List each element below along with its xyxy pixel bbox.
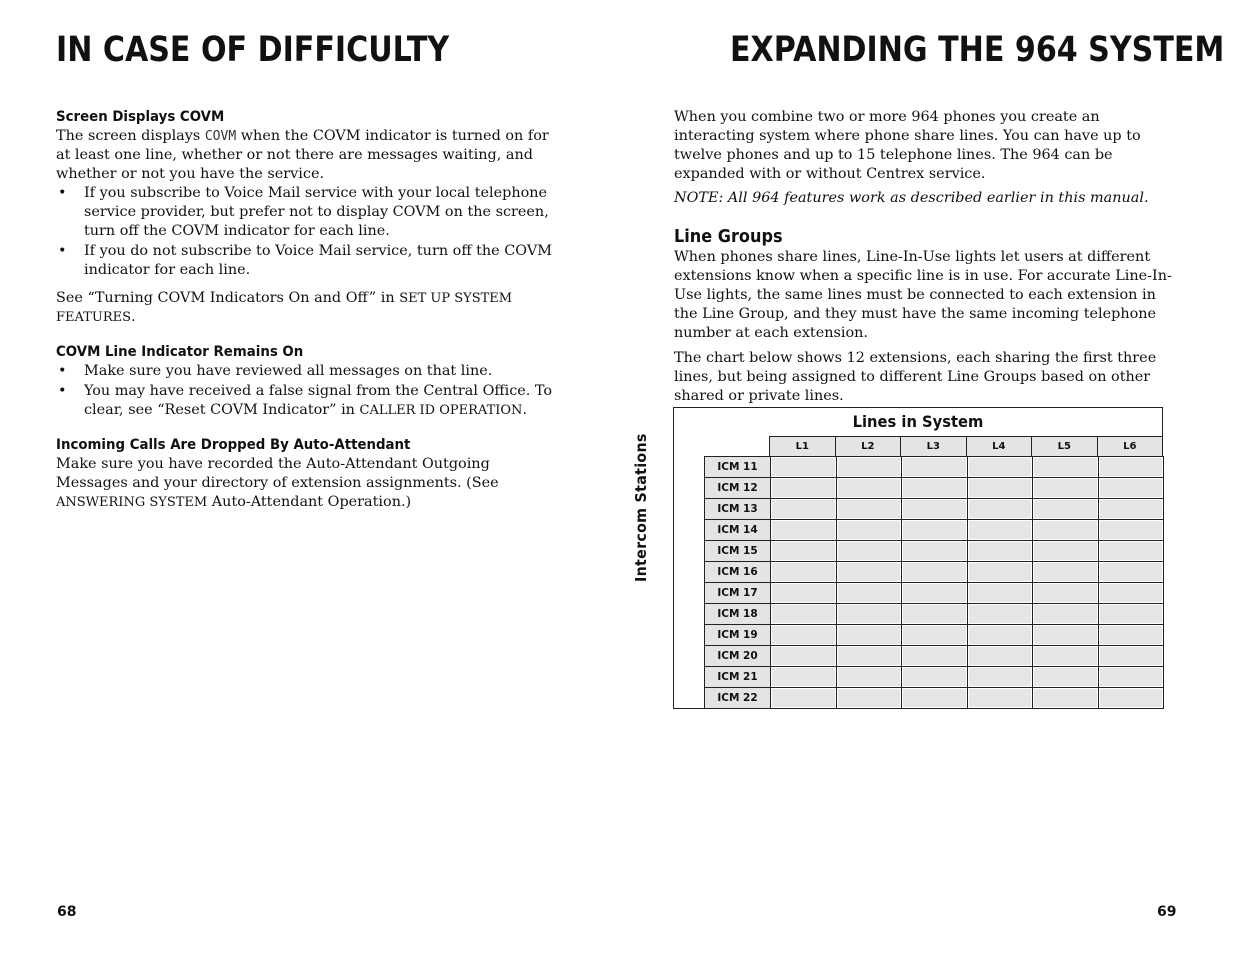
table-cell <box>770 498 837 520</box>
row-label: ICM 15 <box>704 540 771 562</box>
intro-paragraph: When you combine two or more 964 phones you create an interacting system where phone share lines. You can have up to twelve phones and up to 15 telephone lines. The 964 can be expanded with or without Centrex service. <box>674 109 1141 182</box>
section-heading: Screen Displays COVM <box>56 109 225 125</box>
table-cell <box>770 645 837 667</box>
section-paragraph: The chart below shows 12 extensions, each sharing the first three lines, but being assigned to different Line Groups based on other shared or private lines. <box>674 350 1157 404</box>
section-heading: COVM Line Indicator Remains On <box>56 344 304 360</box>
table-cell <box>1032 603 1099 625</box>
column-header: L5 <box>1031 436 1098 458</box>
column-header: L6 <box>1097 436 1164 458</box>
table-row <box>704 499 1164 520</box>
table-cell <box>770 477 837 499</box>
section-paragraph: When phones share lines, Line-In-Use lights let users at different extensions know when a specific line is in use. For accurate Line-In-Use lights, the same lines must be connected to each extension in the Line Group, and they must have the same incoming telephone number at each extension. <box>674 249 1172 341</box>
table-row <box>704 604 1164 625</box>
table-cell <box>967 624 1034 646</box>
cross-reference: CALLER ID OPERATION <box>359 403 523 418</box>
table-cell <box>1032 645 1099 667</box>
table-cell <box>901 582 968 604</box>
note <box>674 189 1182 208</box>
row-label: ICM 13 <box>704 498 771 520</box>
table-cell <box>967 561 1034 583</box>
table-cell <box>836 645 903 667</box>
bullet-list <box>56 362 566 420</box>
table-cell <box>1032 561 1099 583</box>
bullet-item <box>56 382 566 420</box>
page-title: IN CASE OF DIFFICULTY <box>56 30 450 70</box>
table-cell <box>1098 624 1165 646</box>
table-cell <box>1098 666 1165 688</box>
table-cell <box>836 477 903 499</box>
table-row <box>704 520 1164 541</box>
table-cell <box>1032 540 1099 562</box>
table-cell <box>901 645 968 667</box>
page-number: 69 <box>1157 904 1177 920</box>
table-row <box>704 562 1164 583</box>
row-label: ICM 14 <box>704 519 771 541</box>
text-span: You may have received a false signal from the Central Office. To clear, see “Reset COVM Indicator” in <box>84 383 553 418</box>
table-cell <box>836 498 903 520</box>
table-cell <box>967 540 1034 562</box>
page-title: EXPANDING THE 964 SYSTEM <box>730 30 1225 70</box>
left-page-content <box>56 108 566 512</box>
text-span: . <box>522 402 528 418</box>
left-page <box>0 0 617 954</box>
page-number: 68 <box>57 904 77 920</box>
row-label: ICM 21 <box>704 666 771 688</box>
column-header: L1 <box>769 436 836 458</box>
column-header: L3 <box>900 436 967 458</box>
text-span: The screen displays <box>56 128 205 144</box>
right-page <box>617 0 1235 954</box>
table-cell <box>1098 456 1165 478</box>
table-cell <box>1032 498 1099 520</box>
table-cell <box>1098 540 1165 562</box>
table-cell <box>901 687 968 709</box>
table-cell <box>1098 645 1165 667</box>
table-cell <box>836 603 903 625</box>
section-heading: Incoming Calls Are Dropped By Auto-Attendant <box>56 437 411 453</box>
table-cell <box>1098 603 1165 625</box>
table-cell <box>967 498 1034 520</box>
table-cell <box>967 603 1034 625</box>
column-header: L2 <box>835 436 902 458</box>
see-reference <box>56 289 566 327</box>
table-cell <box>901 603 968 625</box>
table-cell <box>967 666 1034 688</box>
column-header: L4 <box>966 436 1033 458</box>
table-cell <box>1032 519 1099 541</box>
table-cell <box>1032 456 1099 478</box>
table-cell <box>770 540 837 562</box>
bullet-list <box>56 184 566 280</box>
note-text: All 964 features work as described earlier in this manual. <box>723 190 1149 206</box>
row-label: ICM 20 <box>704 645 771 667</box>
table-cell <box>901 624 968 646</box>
table-cell <box>836 561 903 583</box>
table-cell <box>967 477 1034 499</box>
line-assignment-chart <box>673 407 1163 709</box>
table-cell <box>901 540 968 562</box>
table-cell <box>1098 477 1165 499</box>
text-span: Make sure you have recorded the Auto-Attendant Outgoing Messages and your directory of extension assignments. (See <box>56 456 499 491</box>
table-cell <box>770 582 837 604</box>
bullet-item: • Make sure you have reviewed all messages on that line. <box>56 362 566 381</box>
row-label: ICM 16 <box>704 561 771 583</box>
table-row <box>704 457 1164 478</box>
table-cell <box>1032 582 1099 604</box>
table-cell <box>967 519 1034 541</box>
bullet-item: • If you subscribe to Voice Mail service with your local telephone service provider, but prefer not to display COVM on the screen, turn off the COVM indicator for each line. <box>56 184 566 241</box>
cross-reference: ANSWERING SYSTEM <box>56 495 208 510</box>
table-row <box>704 625 1164 646</box>
table-cell <box>1098 498 1165 520</box>
table-cell <box>1032 624 1099 646</box>
table-cell <box>901 666 968 688</box>
table-cell <box>901 498 968 520</box>
table-cell <box>1032 666 1099 688</box>
table-cell <box>770 687 837 709</box>
text-span: See “Turning COVM Indicators On and Off” in <box>56 290 400 306</box>
table-cell <box>836 666 903 688</box>
row-label: ICM 17 <box>704 582 771 604</box>
table-cell <box>1032 687 1099 709</box>
column-headers <box>770 436 1163 458</box>
table-cell <box>770 666 837 688</box>
table-cell <box>836 519 903 541</box>
table-row <box>704 583 1164 604</box>
right-page-content <box>674 108 1182 406</box>
row-label: ICM 12 <box>704 477 771 499</box>
table-cell <box>967 456 1034 478</box>
text-span: . <box>131 309 136 325</box>
row-label: ICM 11 <box>704 456 771 478</box>
text-span: when the COVM indicator is turned on for at least one line, whether or not there are messages waiting, and whether or not you have the service. <box>56 128 549 182</box>
table-cell <box>1032 477 1099 499</box>
table-cell <box>967 582 1034 604</box>
table-cell <box>836 582 903 604</box>
table-cell <box>1098 687 1165 709</box>
cross-reference: SET UP SYSTEM FEATURES <box>56 291 513 325</box>
table-cell <box>1098 582 1165 604</box>
chart-rows <box>704 457 1164 709</box>
table-cell <box>901 477 968 499</box>
table-cell <box>770 624 837 646</box>
table-cell <box>770 456 837 478</box>
table-row <box>704 688 1164 709</box>
lcd-text: COVM <box>204 129 237 144</box>
row-label: ICM 22 <box>704 687 771 709</box>
section-paragraph <box>56 127 566 184</box>
row-axis-label: Intercom Stations <box>632 433 650 582</box>
note-label: NOTE: <box>674 190 724 206</box>
text-span: Auto-Attendant Operation.) <box>207 494 412 510</box>
table-cell <box>836 456 903 478</box>
row-label: ICM 19 <box>704 624 771 646</box>
table-cell <box>836 540 903 562</box>
table-cell <box>1098 561 1165 583</box>
section-heading: Line Groups <box>674 227 783 247</box>
table-row <box>704 646 1164 667</box>
table-cell <box>1098 519 1165 541</box>
table-cell <box>770 519 837 541</box>
table-cell <box>901 519 968 541</box>
bullet-item: • If you do not subscribe to Voice Mail service, turn off the COVM indicator for each line. <box>56 242 566 280</box>
table-cell <box>836 687 903 709</box>
section-paragraph <box>56 455 566 512</box>
chart-title: Lines in System <box>852 412 984 431</box>
table-cell <box>901 456 968 478</box>
table-cell <box>770 561 837 583</box>
table-cell <box>901 561 968 583</box>
table-cell <box>770 603 837 625</box>
table-cell <box>836 624 903 646</box>
table-cell <box>967 645 1034 667</box>
row-label: ICM 18 <box>704 603 771 625</box>
table-row <box>704 478 1164 499</box>
table-cell <box>967 687 1034 709</box>
table-row <box>704 541 1164 562</box>
table-row <box>704 667 1164 688</box>
